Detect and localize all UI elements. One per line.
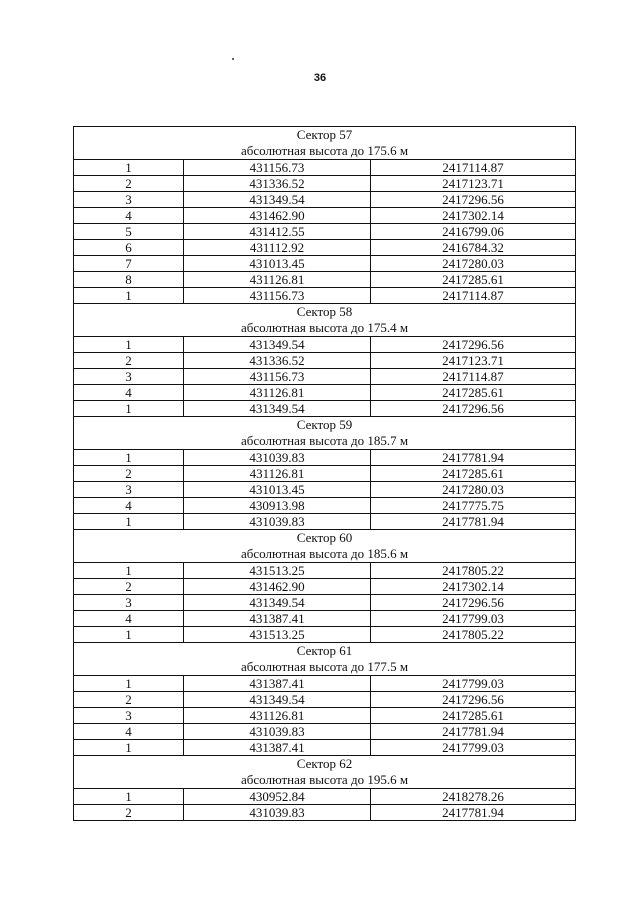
point-number: 1 — [74, 563, 184, 579]
coordinate-y: 2417805.22 — [371, 563, 576, 579]
point-number: 4 — [74, 498, 184, 514]
coordinate-x: 431039.83 — [184, 450, 371, 466]
point-number: 1 — [74, 789, 184, 805]
table-row — [74, 385, 576, 401]
table-row — [74, 353, 576, 369]
coordinate-x: 431349.54 — [184, 401, 371, 417]
coordinate-y: 2417296.56 — [371, 337, 576, 353]
table-row — [74, 401, 576, 417]
coordinate-x: 431126.81 — [184, 385, 371, 401]
coordinate-x: 431462.90 — [184, 208, 371, 224]
table-row — [74, 805, 576, 821]
sector-header — [74, 417, 576, 450]
coordinate-x: 431412.55 — [184, 224, 371, 240]
coordinate-x: 431336.52 — [184, 353, 371, 369]
table-row — [74, 740, 576, 756]
coordinate-y: 2417296.56 — [371, 595, 576, 611]
coordinate-y: 2417280.03 — [371, 256, 576, 272]
table-row — [74, 208, 576, 224]
point-number: 1 — [74, 740, 184, 756]
table-row — [74, 466, 576, 482]
point-number: 1 — [74, 401, 184, 417]
table-row — [74, 482, 576, 498]
sector-title: Сектор 61 — [296, 643, 353, 658]
table-row — [74, 288, 576, 304]
sector-header-cell — [74, 417, 576, 450]
point-number: 4 — [74, 385, 184, 401]
coordinate-y: 2417123.71 — [371, 176, 576, 192]
coordinate-y: 2417805.22 — [371, 627, 576, 643]
point-number: 4 — [74, 611, 184, 627]
coordinate-y: 2417799.03 — [371, 611, 576, 627]
point-number: 1 — [74, 160, 184, 176]
coordinate-y: 2416799.06 — [371, 224, 576, 240]
sector-header-cell — [74, 127, 576, 160]
table-row — [74, 337, 576, 353]
point-number: 2 — [74, 466, 184, 482]
sector-header-cell — [74, 643, 576, 676]
table-row — [74, 579, 576, 595]
coordinate-y: 2417114.87 — [371, 369, 576, 385]
coordinate-x: 430952.84 — [184, 789, 371, 805]
point-number: 1 — [74, 676, 184, 692]
table-row — [74, 563, 576, 579]
coordinate-y: 2417285.61 — [371, 466, 576, 482]
sector-header — [74, 530, 576, 563]
coordinate-y: 2418278.26 — [371, 789, 576, 805]
coordinate-y: 2417123.71 — [371, 353, 576, 369]
coordinate-x: 431387.41 — [184, 676, 371, 692]
point-number: 1 — [74, 514, 184, 530]
sector-altitude: абсолютная высота до 195.6 м — [240, 772, 409, 787]
coordinate-x: 430913.98 — [184, 498, 371, 514]
point-number: 1 — [74, 450, 184, 466]
coordinate-y: 2417799.03 — [371, 740, 576, 756]
point-number: 1 — [74, 288, 184, 304]
table-row — [74, 224, 576, 240]
coordinate-x: 431013.45 — [184, 256, 371, 272]
sector-coordinates-table — [73, 126, 576, 821]
coordinate-x: 431039.83 — [184, 724, 371, 740]
coordinate-x: 431039.83 — [184, 514, 371, 530]
sector-header-cell — [74, 756, 576, 789]
coordinate-y: 2417285.61 — [371, 272, 576, 288]
sector-altitude: абсолютная высота до 185.7 м — [240, 433, 409, 448]
point-number: 3 — [74, 708, 184, 724]
point-number: 3 — [74, 595, 184, 611]
coordinate-y: 2417781.94 — [371, 805, 576, 821]
table-row — [74, 369, 576, 385]
point-number: 7 — [74, 256, 184, 272]
coordinate-x: 431349.54 — [184, 192, 371, 208]
table-row — [74, 498, 576, 514]
coordinate-x: 431126.81 — [184, 466, 371, 482]
coordinate-x: 431156.73 — [184, 369, 371, 385]
coordinate-y: 2417775.75 — [371, 498, 576, 514]
sector-title: Сектор 58 — [296, 304, 353, 319]
table-row — [74, 272, 576, 288]
coordinate-y: 2417296.56 — [371, 192, 576, 208]
coordinate-y: 2417296.56 — [371, 692, 576, 708]
scan-speck — [232, 58, 234, 60]
sector-header — [74, 127, 576, 160]
table-row — [74, 176, 576, 192]
coordinate-x: 431387.41 — [184, 740, 371, 756]
coordinate-y: 2417781.94 — [371, 724, 576, 740]
sector-title: Сектор 60 — [296, 530, 353, 545]
coordinate-y: 2417280.03 — [371, 482, 576, 498]
coordinate-y: 2417781.94 — [371, 514, 576, 530]
table-row — [74, 724, 576, 740]
coordinate-x: 431013.45 — [184, 482, 371, 498]
coordinate-y: 2417296.56 — [371, 401, 576, 417]
sector-altitude: абсолютная высота до 175.4 м — [240, 320, 409, 335]
sector-header-cell — [74, 530, 576, 563]
page-number: 36 — [313, 72, 327, 84]
point-number: 4 — [74, 724, 184, 740]
point-number: 6 — [74, 240, 184, 256]
sector-altitude: абсолютная высота до 185.6 м — [240, 546, 409, 561]
sector-header-cell — [74, 304, 576, 337]
sector-altitude: абсолютная высота до 175.6 м — [240, 143, 409, 158]
point-number: 5 — [74, 224, 184, 240]
coordinate-y: 2417114.87 — [371, 288, 576, 304]
point-number: 2 — [74, 692, 184, 708]
coordinate-y: 2417302.14 — [371, 579, 576, 595]
table-row — [74, 611, 576, 627]
table-row — [74, 676, 576, 692]
table-row — [74, 240, 576, 256]
point-number: 2 — [74, 579, 184, 595]
coordinate-x: 431387.41 — [184, 611, 371, 627]
table-row — [74, 627, 576, 643]
coordinate-x: 431349.54 — [184, 595, 371, 611]
sector-altitude: абсолютная высота до 177.5 м — [240, 659, 409, 674]
coordinate-y: 2417285.61 — [371, 708, 576, 724]
table-row — [74, 708, 576, 724]
sector-title: Сектор 57 — [296, 127, 353, 142]
coordinate-x: 431156.73 — [184, 288, 371, 304]
coordinate-x: 431112.92 — [184, 240, 371, 256]
coordinate-y: 2417799.03 — [371, 676, 576, 692]
table-row — [74, 256, 576, 272]
table-row — [74, 789, 576, 805]
coordinate-y: 2417781.94 — [371, 450, 576, 466]
coordinate-y: 2416784.32 — [371, 240, 576, 256]
coordinate-x: 431513.25 — [184, 627, 371, 643]
point-number: 2 — [74, 805, 184, 821]
coordinate-x: 431462.90 — [184, 579, 371, 595]
coordinate-x: 431349.54 — [184, 692, 371, 708]
coordinate-y: 2417302.14 — [371, 208, 576, 224]
point-number: 4 — [74, 208, 184, 224]
sector-header — [74, 643, 576, 676]
point-number: 2 — [74, 176, 184, 192]
point-number: 1 — [74, 337, 184, 353]
table-row — [74, 692, 576, 708]
coordinate-x: 431126.81 — [184, 708, 371, 724]
sector-header — [74, 756, 576, 789]
coordinate-x: 431126.81 — [184, 272, 371, 288]
coordinate-x: 431349.54 — [184, 337, 371, 353]
sector-title: Сектор 62 — [296, 756, 353, 771]
table-row — [74, 450, 576, 466]
coordinate-y: 2417114.87 — [371, 160, 576, 176]
sector-header — [74, 304, 576, 337]
point-number: 1 — [74, 627, 184, 643]
sector-title: Сектор 59 — [296, 417, 353, 432]
table-row — [74, 514, 576, 530]
point-number: 2 — [74, 353, 184, 369]
coordinate-y: 2417285.61 — [371, 385, 576, 401]
table-row — [74, 160, 576, 176]
coordinate-x: 431156.73 — [184, 160, 371, 176]
coordinate-x: 431039.83 — [184, 805, 371, 821]
table-row — [74, 595, 576, 611]
point-number: 3 — [74, 482, 184, 498]
point-number: 3 — [74, 369, 184, 385]
table-row — [74, 192, 576, 208]
coordinate-x: 431513.25 — [184, 563, 371, 579]
coordinate-x: 431336.52 — [184, 176, 371, 192]
point-number: 8 — [74, 272, 184, 288]
point-number: 3 — [74, 192, 184, 208]
